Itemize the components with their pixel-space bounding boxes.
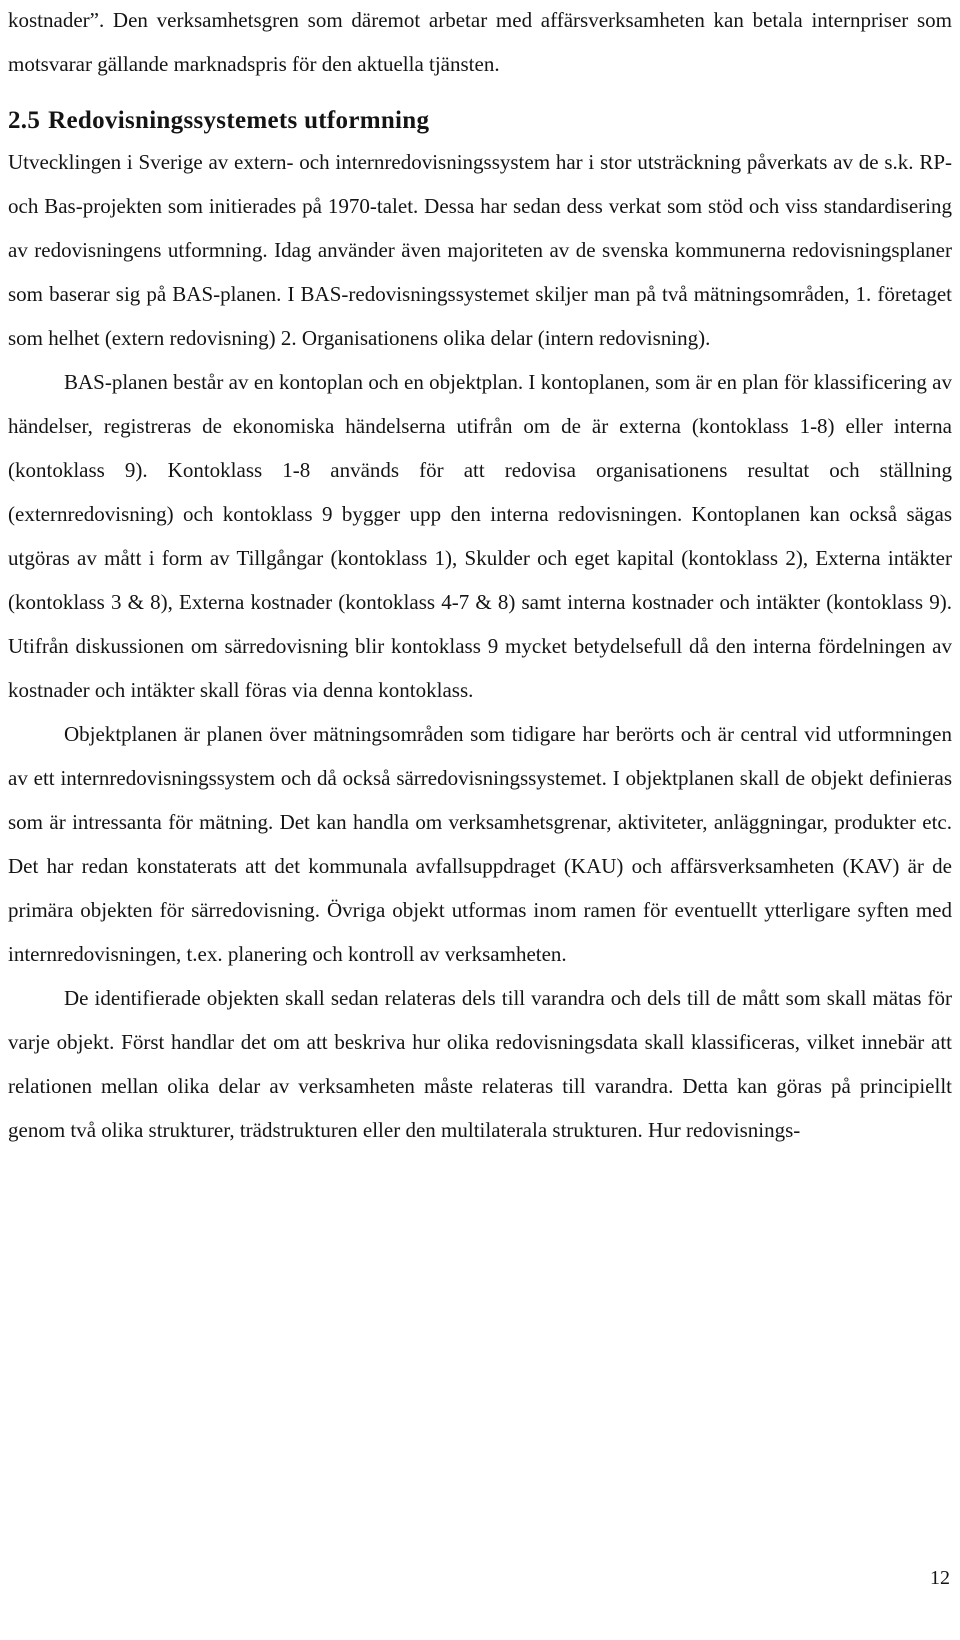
paragraph-objektplan: Objektplanen är planen över mätningsområden som tidigare har berörts och är central vid utformningen av ett internredovisningssystem och då också särredovisningssystemet. I objektplanen skall de objekt definieras som är intressanta för mätning. Det kan handla om verksamhetsgrenar, aktiviteter, anläggningar, produkter etc. Det har redan konstaterats att det kommunala avfallsuppdraget (KAU) och affärsverksamheten (KAV) är de primära objekten för särredovisning. Övriga objekt utformas inom ramen för eventuellt ytterligare syften med internredovisningen, t.ex. planering och kontroll av verksamheten. [8,722,952,966]
paragraph-objekt-relationer: De identifierade objekten skall sedan relateras dels till varandra och dels till de mått som skall mätas för varje objekt. Först handlar det om att beskriva hur olika redovisningsdata skall klassificeras, vilket innebär att relationen mellan olika delar av verksamheten måste relateras till varandra. Detta kan göras på principiellt genom två olika strukturer, trädstrukturen eller den multilaterala strukturen. Hur redovisnings- [8,986,952,1142]
section-number: 2.5 [8,107,41,134]
paragraph-bas-history: Utvecklingen i Sverige av extern- och internredovisningssystem har i stor utsträckning påverkats av de s.k. RP- och Bas-projekten som initierades på 1970-talet. Dessa har sedan dess verkat som stöd och viss standardisering av redovisningens utformning. Idag använder även majoriteten av de svenska kommunerna redovisningsplaner som baserar sig på BAS-planen. I BAS-redovisningssystemet skiljer man på två mätningsområden, 1. företaget som helhet (extern redovisning) 2. Organisationens olika delar (intern redovisning). [8,150,952,350]
intro-paragraph: kostnader”. Den verksamhetsgren som däremot arbetar med affärsverksamheten kan betala internpriser som motsvarar gällande marknadspris för den aktuella tjänsten. [8,8,952,76]
section-heading [8,102,952,140]
section-title: Redovisningssystemets utformning [48,107,430,134]
paragraph-kontoplan: BAS-planen består av en kontoplan och en objektplan. I kontoplanen, som är en plan för klassificering av händelser, registreras de ekonomiska händelserna utifrån om de är externa (kontoklass 1-8) eller interna (kontoklass 9). Kontoklass 1-8 används för att redovisa organisationens resultat och ställning (externredovisning) och kontoklass 9 bygger upp den interna redovisningen. Kontoplanen kan också sägas utgöras av mått i form av Tillgångar (kontoklass 1), Skulder och eget kapital (kontoklass 2), Externa intäkter (kontoklass 3 & 8), Externa kostnader (kontoklass 4-7 & 8) samt interna kostnader och intäkter (kontoklass 9). Utifrån diskussionen om särredovisning blir kontoklass 9 mycket betydelsefull då den interna fördelningen av kostnader och intäkter skall föras via denna kontoklass. [8,370,952,702]
page-number: 12 [930,1567,950,1589]
document-page [8,0,952,1152]
